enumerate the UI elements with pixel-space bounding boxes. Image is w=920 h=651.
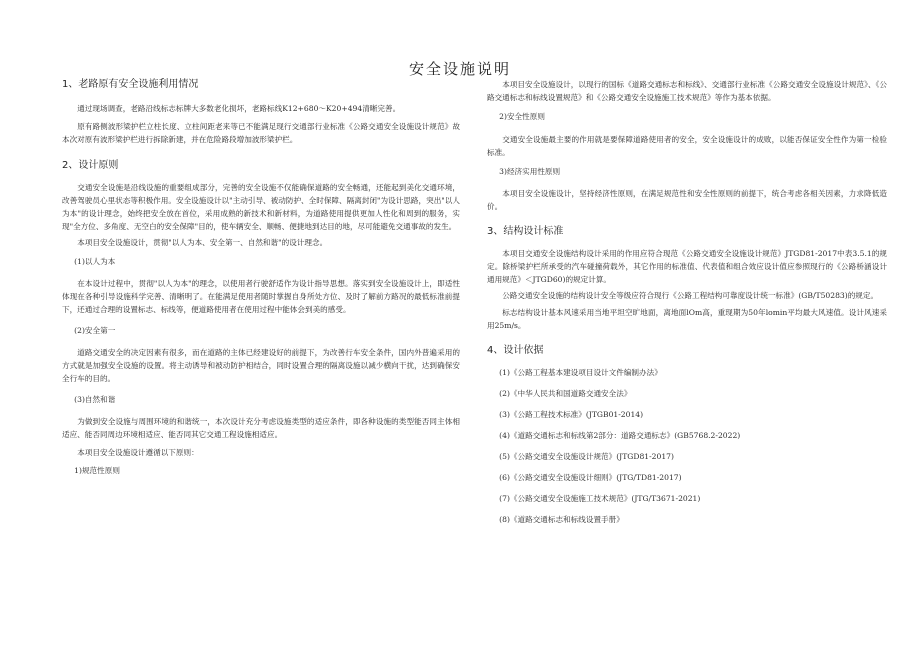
paragraph: 本项目安全设施设计遵循以下原则： xyxy=(77,448,199,457)
left-column xyxy=(62,78,460,477)
reference-item: (2)《中华人民共和国道路交通安全法》 xyxy=(499,389,632,398)
paragraph: 通过现场调查，老路沿线标志标牌大多数老化损坏，老路标线K12+680～K20+494清晰完善。 xyxy=(77,104,401,113)
reference-item: (4)《道路交通标志和标线第2部分：道路交通标志》(GB5768.2-2022) xyxy=(499,431,741,440)
reference-item: (8)《道路交通标志和标线设置手册》 xyxy=(499,515,624,524)
right-column xyxy=(487,78,887,526)
paragraph: 原有路侧波形梁护栏立柱长度、立柱间距老来等已不能满足现行交通部行业标准《公路交通安全设施设计规范》故本次对原有波形梁护栏进行拆除新建，并在危险路段增加波形梁护栏。 xyxy=(62,122,460,144)
section-heading-2: 2、设计原则 xyxy=(62,160,119,171)
paragraph: 本项目安全设施设计，以现行的国标《道路交通标志和标线》、交通部行业标准《公路交通安全设施设计规范》、《公路交通标志和标线设置规范》和《公路交通安全设施施工技术规范》等作为基本依据。 xyxy=(487,80,887,102)
reference-item: (5)《公路交通安全设施设计规范》(JTGD81-2017) xyxy=(499,452,674,461)
paragraph: 交通安全设施最主要的作用就是要保障道路使用者的安全，安全设施设计的成败，以能否保证安全性作为第一检验标准。 xyxy=(487,135,887,157)
paragraph: 本项目交通安全设施结构设计采用的作用应符合现范《公路交通安全设施设计规范》JTGD81-2017中表3.5.1的规定。除桥梁护栏所承受的汽车碰撞荷载外，其它作用的标准值、代表值和组合效应设计值应参照现行的《公路桥涵设计通用规范》＜JTGD60)的规定计算。 xyxy=(487,249,887,284)
paragraph: 为做到安全设施与周围环境的和谐统一，本次设计充分考虑设施类型的适应条件，即各种设施的类型能否同主体相适应、能否同周边环境相适应、能否同其它交通工程设施相适应。 xyxy=(62,417,460,439)
subheading: (1)以人为本 xyxy=(74,257,116,266)
section-heading-1: 1、老路原有安全设施利用情况 xyxy=(62,79,199,90)
subheading: (3)自然和谐 xyxy=(74,395,116,404)
subheading: (2)安全第一 xyxy=(74,326,116,335)
subheading: 1)规范性原则 xyxy=(74,466,120,475)
paragraph: 本项目安全设施设计，坚持经济性原则，在满足规范性和安全性原则的前提下，统合考虑各相关因素，力求降低造价。 xyxy=(487,189,887,211)
paragraph: 本项目安全设施设计，贯彻"以人为本、安全第一、自然和谐"的设计理念。 xyxy=(77,238,328,247)
paragraph: 标志结构设计基本风速采用当地平坦空旷地面，离地面lOm高，重现期为50年lomin平均最大风速值。设计风速采用25m/s。 xyxy=(487,308,887,330)
paragraph: 交通安全设施是沿线设施的重要组成部分，完善的安全设施不仅能确保道路的安全畅通，还能起到美化交通环境，改善驾驶员心里状态等积极作用。安全设施设计以"主动引导、被动防护、全时保障、隔离封闭"为设计思路，突出"以人为本"的设计理念，始终把安全放在首位，采用成熟的新技术和新材料，为道路使用提供更加人性化和周到的服务，实现"全方位、多角度、无空白的安全保障"目的，使车辆安全、顺畅、便捷地到达目的地，尽可能避免交通事故的发生。 xyxy=(62,183,460,231)
page-title: 安全设施说明 xyxy=(408,60,511,78)
reference-item: (7)《公路交通安全设施施工技术规范》(JTG/T3671-2021) xyxy=(499,494,701,503)
section-heading-3: 3、结构设计标准 xyxy=(487,226,564,237)
reference-item: (1)《公路工程基本建设项目设计文件编制办法》 xyxy=(499,368,662,377)
subheading: 2)安全性原则 xyxy=(499,112,545,121)
subheading: 3)经济实用性原则 xyxy=(499,167,561,176)
section-heading-4: 4、设计依据 xyxy=(487,345,544,356)
paragraph: 在本设计过程中，贯彻"以人为本"的理念，以使用者行驶舒适作为设计指导思想。落实到安全设施设计上，即适性体现在各种引导设施科学完善、清晰明了。在能满足使用者随时掌握自身所处方位、及时了解前方路况的最低标准前提下，还通过合理的设置标志、标线等，便道路使用者在使用过程中能体会到美的感受。 xyxy=(62,279,460,314)
reference-item: (6)《公路交通安全设施设计细则》(JTG/TD81-2017) xyxy=(499,473,682,482)
reference-list xyxy=(487,366,887,526)
paragraph: 公路交通安全设施的结构设计安全等级应符合现行《公路工程结构可靠度设计统一标准》(GB/T50283)的规定。 xyxy=(502,291,879,300)
paragraph: 道路交通安全的决定因素有很多，而在道路的主体已经建设好的前提下，为改善行车安全条件，国内外普遍采用的方式就是加强安全设施的设置。将主动诱导和被动防护相结合，同时设置合理的隔离设施以减少横向干扰，达到确保安全行车的目的。 xyxy=(62,348,460,383)
reference-item: (3)《公路工程技术标准》(JTGB01-2014) xyxy=(499,410,644,419)
